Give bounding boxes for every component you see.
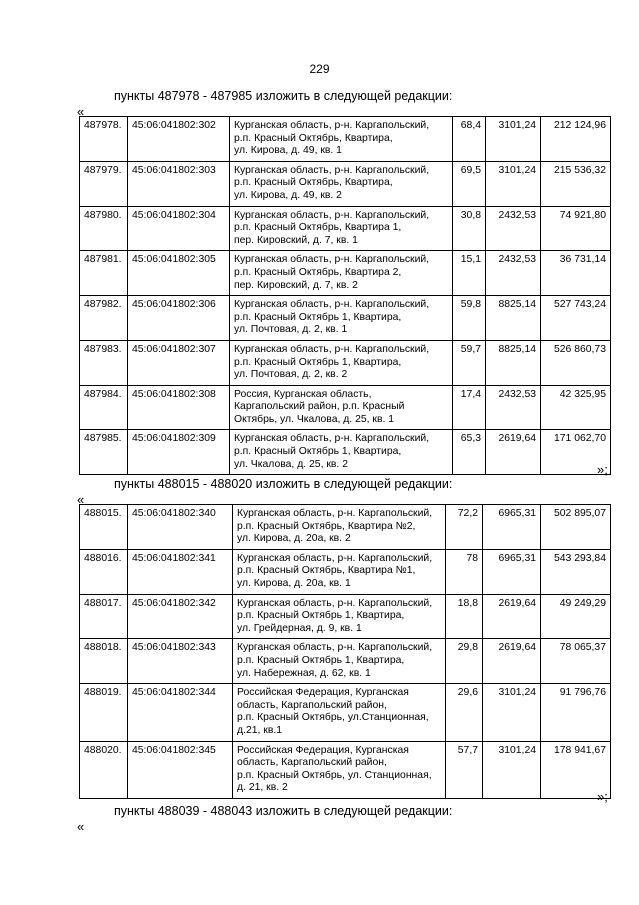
address bbox=[230, 161, 453, 206]
address bbox=[233, 639, 446, 684]
address-line: Курганская область, р-н. Каргапольский, bbox=[234, 299, 430, 311]
section-2-table bbox=[79, 504, 611, 799]
address-line: Курганская область, р-н. Каргапольский, bbox=[234, 433, 430, 445]
area-value: 59,7 bbox=[453, 340, 486, 385]
row-number: 488016. bbox=[80, 549, 128, 594]
address-line: р.п. Красный Октябрь, Квартира 2, bbox=[234, 266, 402, 278]
cadastral-value: 74 921,80 bbox=[541, 206, 611, 251]
address-line: область, Каргапольский район, bbox=[237, 757, 387, 769]
rate-value: 8825,14 bbox=[486, 340, 541, 385]
address-line: р.п. Красный Октябрь, ул.Станционная, bbox=[237, 712, 429, 724]
address-line: Российская Федерация, Курганская bbox=[237, 744, 409, 756]
cadastral-number: 45:06:041802:309 bbox=[128, 430, 230, 475]
rate-value: 2619,64 bbox=[483, 639, 541, 684]
cadastral-number: 45:06:041802:305 bbox=[128, 251, 230, 296]
section-1-close-mark: »; bbox=[597, 462, 608, 477]
address-line: Курганская область, р-н. Каргапольский, bbox=[234, 254, 430, 266]
cadastral-number: 45:06:041802:306 bbox=[128, 296, 230, 341]
table-row bbox=[80, 161, 611, 206]
rate-value: 3101,24 bbox=[483, 684, 541, 741]
rate-value: 3101,24 bbox=[486, 161, 541, 206]
cadastral-number: 45:06:041802:302 bbox=[128, 117, 230, 162]
cadastral-value: 527 743,24 bbox=[541, 296, 611, 341]
row-number: 487982. bbox=[80, 296, 128, 341]
cadastral-value: 543 293,84 bbox=[541, 549, 611, 594]
rate-value: 3101,24 bbox=[483, 741, 541, 798]
area-value: 59,8 bbox=[453, 296, 486, 341]
cadastral-value: 49 249,29 bbox=[541, 594, 611, 639]
row-number: 487985. bbox=[80, 430, 128, 475]
address-line: р.п. Красный Октябрь, Квартира №2, bbox=[237, 520, 416, 532]
address-line: ул. Чкалова, д. 25, кв. 2 bbox=[234, 458, 348, 470]
area-value: 65,3 bbox=[453, 430, 486, 475]
rate-value: 6965,31 bbox=[483, 549, 541, 594]
address-line: Курганская область, р-н. Каргапольский, bbox=[234, 209, 430, 221]
cadastral-value: 78 065,37 bbox=[541, 639, 611, 684]
table-row bbox=[80, 206, 611, 251]
cadastral-number: 45:06:041802:304 bbox=[128, 206, 230, 251]
area-value: 18,8 bbox=[446, 594, 483, 639]
address-line: ул. Кирова, д. 49, кв. 1 bbox=[234, 145, 342, 157]
section-2-close-mark: »; bbox=[597, 789, 608, 804]
table-row bbox=[80, 594, 611, 639]
section-1-intro: пункты 487978 - 487985 изложить в следующей редакции: bbox=[114, 89, 453, 103]
cadastral-number: 45:06:041802:340 bbox=[128, 505, 233, 550]
address-line: Курганская область, р-н. Каргапольский, bbox=[234, 343, 430, 355]
address-line: Каргапольский район, р.п. Красный bbox=[234, 401, 405, 413]
address-line: пер. Кировский, д. 7, кв. 1 bbox=[234, 234, 358, 246]
address bbox=[230, 206, 453, 251]
address-line: р.п. Красный Октябрь, Квартира, bbox=[234, 132, 393, 144]
area-value: 78 bbox=[446, 549, 483, 594]
rate-value: 2432,53 bbox=[486, 385, 541, 430]
address-line: д. 21, кв. 2 bbox=[237, 782, 288, 794]
rate-value: 6965,31 bbox=[483, 505, 541, 550]
cadastral-value: 178 941,67 bbox=[541, 741, 611, 798]
address-line: р.п. Красный Октябрь 1, Квартира, bbox=[234, 356, 402, 368]
section-1-table bbox=[79, 116, 611, 475]
address-line: ул. Почтовая, д. 2, кв. 1 bbox=[234, 324, 348, 336]
row-number: 488020. bbox=[80, 741, 128, 798]
address-line: р.п. Красный Октябрь 1, Квартира, bbox=[237, 610, 405, 622]
address-line: Россия, Курганская область, bbox=[234, 388, 372, 400]
cadastral-number: 45:06:041802:307 bbox=[128, 340, 230, 385]
rate-value: 2432,53 bbox=[486, 251, 541, 296]
address bbox=[233, 505, 446, 550]
area-value: 29,6 bbox=[446, 684, 483, 741]
row-number: 488015. bbox=[80, 505, 128, 550]
section-3-intro: пункты 488039 - 488043 изложить в следующей редакции: bbox=[114, 804, 453, 818]
rate-value: 2619,64 bbox=[483, 594, 541, 639]
address-line: р.п. Красный Октябрь, Квартира №1, bbox=[237, 565, 416, 577]
address-line: Курганская область, р-н. Каргапольский, bbox=[237, 552, 433, 564]
address bbox=[233, 684, 446, 741]
table-row bbox=[80, 117, 611, 162]
address bbox=[233, 549, 446, 594]
address-line: р.п. Красный Октябрь 1, Квартира, bbox=[237, 654, 405, 666]
row-number: 488017. bbox=[80, 594, 128, 639]
address bbox=[230, 117, 453, 162]
table-row bbox=[80, 385, 611, 430]
table-row bbox=[80, 639, 611, 684]
address-line: р.п. Красный Октябрь, Квартира 1, bbox=[234, 222, 402, 234]
cadastral-number: 45:06:041802:344 bbox=[128, 684, 233, 741]
address-line: ул. Почтовая, д. 2, кв. 2 bbox=[234, 369, 348, 381]
area-value: 30,8 bbox=[453, 206, 486, 251]
address bbox=[230, 430, 453, 475]
cadastral-value: 502 895,07 bbox=[541, 505, 611, 550]
address bbox=[230, 340, 453, 385]
cadastral-value: 91 796,76 bbox=[541, 684, 611, 741]
address-line: Октябрь, ул. Чкалова, д. 25, кв. 1 bbox=[234, 413, 395, 425]
address bbox=[230, 385, 453, 430]
address-line: ул. Кирова, д. 20а, кв. 2 bbox=[237, 533, 351, 545]
cadastral-number: 45:06:041802:342 bbox=[128, 594, 233, 639]
row-number: 487980. bbox=[80, 206, 128, 251]
rate-value: 8825,14 bbox=[486, 296, 541, 341]
table-row bbox=[80, 430, 611, 475]
area-value: 29,8 bbox=[446, 639, 483, 684]
cadastral-value: 36 731,14 bbox=[541, 251, 611, 296]
address-line: р.п. Красный Октябрь, ул. Станционная, bbox=[237, 769, 432, 781]
section-2-open-quote: « bbox=[77, 492, 85, 507]
address-line: Курганская область, р-н. Каргапольский, bbox=[234, 164, 430, 176]
address bbox=[230, 296, 453, 341]
rate-value: 2619,64 bbox=[486, 430, 541, 475]
cadastral-number: 45:06:041802:308 bbox=[128, 385, 230, 430]
cadastral-value: 212 124,96 bbox=[541, 117, 611, 162]
cadastral-value: 215 536,32 bbox=[541, 161, 611, 206]
table-row bbox=[80, 296, 611, 341]
area-value: 68,4 bbox=[453, 117, 486, 162]
address-line: Курганская область, р-н. Каргапольский, bbox=[234, 120, 430, 131]
address-line: р.п. Красный Октябрь, Квартира, bbox=[234, 177, 393, 189]
address-line: пер. Кировский, д. 7, кв. 2 bbox=[234, 279, 358, 291]
row-number: 487983. bbox=[80, 340, 128, 385]
cadastral-value: 42 325,95 bbox=[541, 385, 611, 430]
area-value: 72,2 bbox=[446, 505, 483, 550]
address-line: ул. Кирова, д. 49, кв. 2 bbox=[234, 189, 342, 201]
address-line: Курганская область, р-н. Каргапольский, bbox=[237, 508, 433, 519]
area-value: 69,5 bbox=[453, 161, 486, 206]
table-row bbox=[80, 505, 611, 550]
section-3-open-quote: « bbox=[77, 819, 85, 834]
row-number: 487981. bbox=[80, 251, 128, 296]
address-line: Российская Федерация, Курганская bbox=[237, 687, 409, 699]
cadastral-number: 45:06:041802:345 bbox=[128, 741, 233, 798]
table-row bbox=[80, 684, 611, 741]
address-line: д.21, кв.1 bbox=[237, 724, 283, 736]
address-line: ул. Кирова, д. 20а, кв. 1 bbox=[237, 577, 351, 589]
row-number: 488019. bbox=[80, 684, 128, 741]
cadastral-number: 45:06:041802:343 bbox=[128, 639, 233, 684]
section-1-open-quote: « bbox=[77, 104, 85, 119]
row-number: 487984. bbox=[80, 385, 128, 430]
cadastral-number: 45:06:041802:341 bbox=[128, 549, 233, 594]
cadastral-number: 45:06:041802:303 bbox=[128, 161, 230, 206]
address bbox=[233, 594, 446, 639]
address-line: область, Каргапольский район, bbox=[237, 699, 387, 711]
cadastral-value: 526 860,73 bbox=[541, 340, 611, 385]
rate-value: 3101,24 bbox=[486, 117, 541, 162]
row-number: 488018. bbox=[80, 639, 128, 684]
address-line: ул. Грейдерная, д. 9, кв. 1 bbox=[237, 622, 362, 634]
table-row bbox=[80, 251, 611, 296]
area-value: 57,7 bbox=[446, 741, 483, 798]
rate-value: 2432,53 bbox=[486, 206, 541, 251]
area-value: 15,1 bbox=[453, 251, 486, 296]
table-row bbox=[80, 340, 611, 385]
table-row bbox=[80, 549, 611, 594]
address-line: ул. Набережная, д. 62, кв. 1 bbox=[237, 667, 371, 679]
table-row bbox=[80, 741, 611, 798]
address-line: Курганская область, р-н. Каргапольский, bbox=[237, 642, 433, 654]
area-value: 17,4 bbox=[453, 385, 486, 430]
address-line: р.п. Красный Октябрь 1, Квартира, bbox=[234, 446, 402, 458]
address bbox=[233, 741, 446, 798]
row-number: 487979. bbox=[80, 161, 128, 206]
page-number: 229 bbox=[309, 62, 330, 76]
address bbox=[230, 251, 453, 296]
address-line: р.п. Красный Октябрь 1, Квартира, bbox=[234, 311, 402, 323]
row-number: 487978. bbox=[80, 117, 128, 162]
cadastral-value: 171 062,70 bbox=[541, 430, 611, 475]
address-line: Курганская область, р-н. Каргапольский, bbox=[237, 597, 433, 609]
section-2-intro: пункты 488015 - 488020 изложить в следующей редакции: bbox=[114, 477, 453, 491]
